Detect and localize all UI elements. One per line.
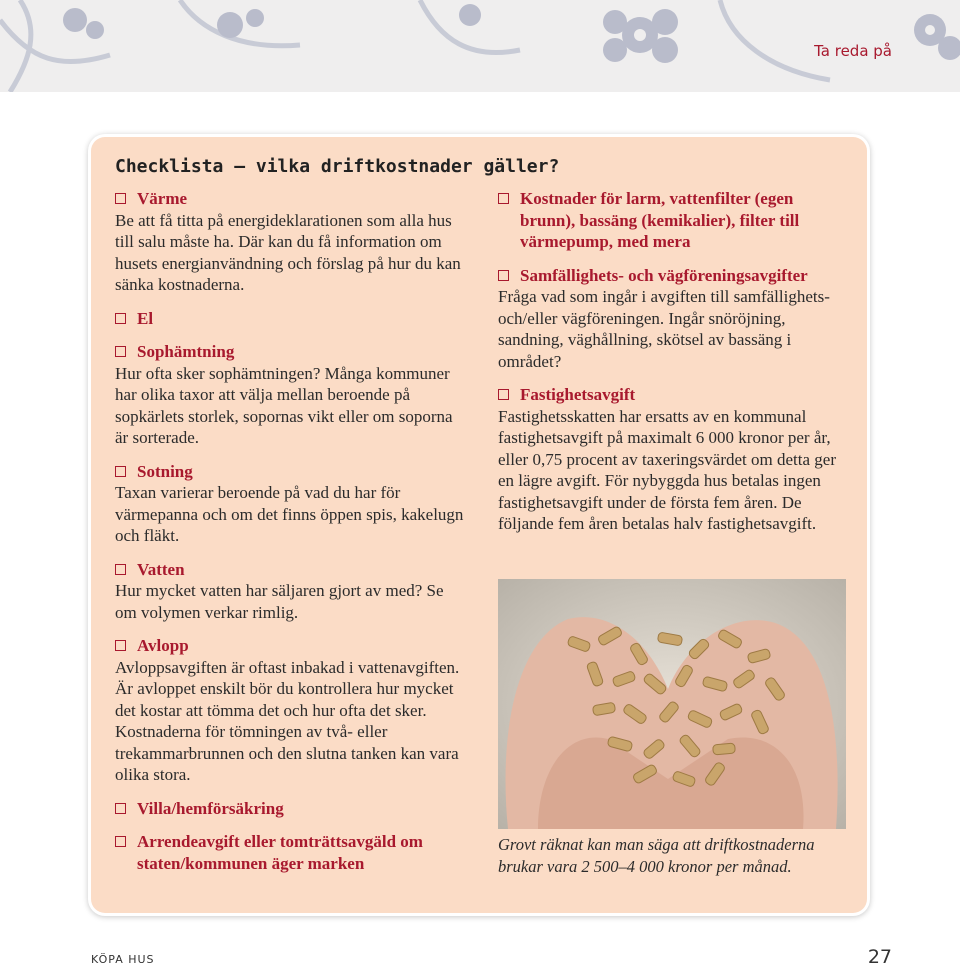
checklist-item — [115, 559, 467, 624]
wood-pellets-photo — [498, 579, 846, 829]
section-label: Ta reda på — [814, 42, 892, 60]
item-heading: Fastighetsavgift — [520, 385, 636, 404]
item-heading: Villa/hemförsäkring — [137, 798, 284, 818]
checklist-right-column — [498, 188, 848, 547]
checkbox-icon[interactable] — [115, 466, 126, 477]
checkbox-icon[interactable] — [115, 346, 126, 357]
item-body: Hur ofta sker sophämtningen? Många kommuner har olika taxor att välja mellan beroende på sopkärlets storlek, sopornas vikt eller om soporna är sorterade. — [115, 363, 453, 447]
checklist-left-column — [115, 188, 467, 886]
checklist-item — [115, 831, 467, 874]
decorative-header-band — [0, 0, 960, 92]
checklist-item — [115, 798, 467, 820]
checklist-item — [115, 461, 467, 547]
item-heading: Samfällighets- och vägföreningsavgifter — [520, 265, 808, 285]
checkbox-icon[interactable] — [115, 640, 126, 651]
checkbox-icon[interactable] — [115, 803, 126, 814]
item-heading: El — [137, 308, 154, 328]
page-number: 27 — [867, 946, 892, 968]
item-heading: Sotning — [137, 461, 193, 481]
hands-holding-pellets-image — [498, 579, 846, 829]
checklist-item — [498, 384, 848, 535]
item-body: Hur mycket vatten har säljaren gjort av med? Se om volymen verkar rimlig. — [115, 581, 444, 622]
item-heading: Vatten — [137, 559, 185, 579]
item-heading: Kostnader för larm, vattenfilter (egen brunn), bassäng (kemikalier), filter till värmepump, med mera — [520, 189, 800, 251]
item-heading: Avlopp — [137, 636, 189, 655]
checkbox-icon[interactable] — [498, 389, 509, 400]
item-body: Taxan varierar beroende på vad du har för värmepanna och om det finns öppen spis, kakelugn och fläkt. — [115, 483, 464, 545]
checklist-item — [115, 308, 467, 330]
checklist-item — [115, 635, 467, 786]
checklist-item — [498, 265, 848, 373]
checklist-item — [115, 341, 467, 449]
item-heading: Arrendeavgift eller tomträttsavgäld om staten/kommunen äger marken — [137, 832, 423, 873]
photo-caption: Grovt räknat kan man säga att driftkostnaderna brukar vara 2 500–4 000 kronor per månad. — [498, 835, 815, 876]
item-body: Avloppsavgiften är oftast inbakad i vattenavgiften. Är avloppet enskilt bör du kontrollera hur mycket det kostar att tömma det och hur ofta det sker. Kostnaderna för tömningen av två- eller trekammarbrunnen och den slutna tanken kan vara olika stora. — [115, 657, 460, 784]
checkbox-icon[interactable] — [115, 193, 126, 204]
checkbox-icon[interactable] — [115, 564, 126, 575]
checkbox-icon[interactable] — [498, 193, 509, 204]
item-heading: Sophämtning — [137, 342, 235, 361]
item-body: Fråga vad som ingår i avgiften till samfällighets- och/eller vägföreningen. Ingår snöröjning, sandning, väghållning, skötsel av bassäng i området? — [498, 287, 830, 371]
checklist-item — [115, 188, 467, 296]
checkbox-icon[interactable] — [115, 313, 126, 324]
checkbox-icon[interactable] — [498, 270, 509, 281]
item-body: Fastighetsskatten har ersatts av en kommunal fastighetsavgift på maximalt 6 000 kronor per år, eller 0,75 procent av taxeringsvärdet om detta ger en lägre avgift. För nybyggda hus betalas ingen fastighetsavgift under de första fem åren. De följande fem åren betalas halv fastighetsavgift. — [498, 406, 836, 533]
checklist-title: Checklista – vilka driftkostnader gäller? — [115, 156, 560, 177]
item-body: Be att få titta på energideklarationen som alla hus till salu måste ha. Där kan du få information om husets energianvändning och förslag på hur du kan sänka kostnaderna. — [115, 210, 461, 294]
item-heading: Värme — [137, 189, 188, 208]
checklist-item — [498, 188, 848, 253]
publication-name: KÖPA HUS — [91, 953, 155, 966]
checkbox-icon[interactable] — [115, 836, 126, 847]
